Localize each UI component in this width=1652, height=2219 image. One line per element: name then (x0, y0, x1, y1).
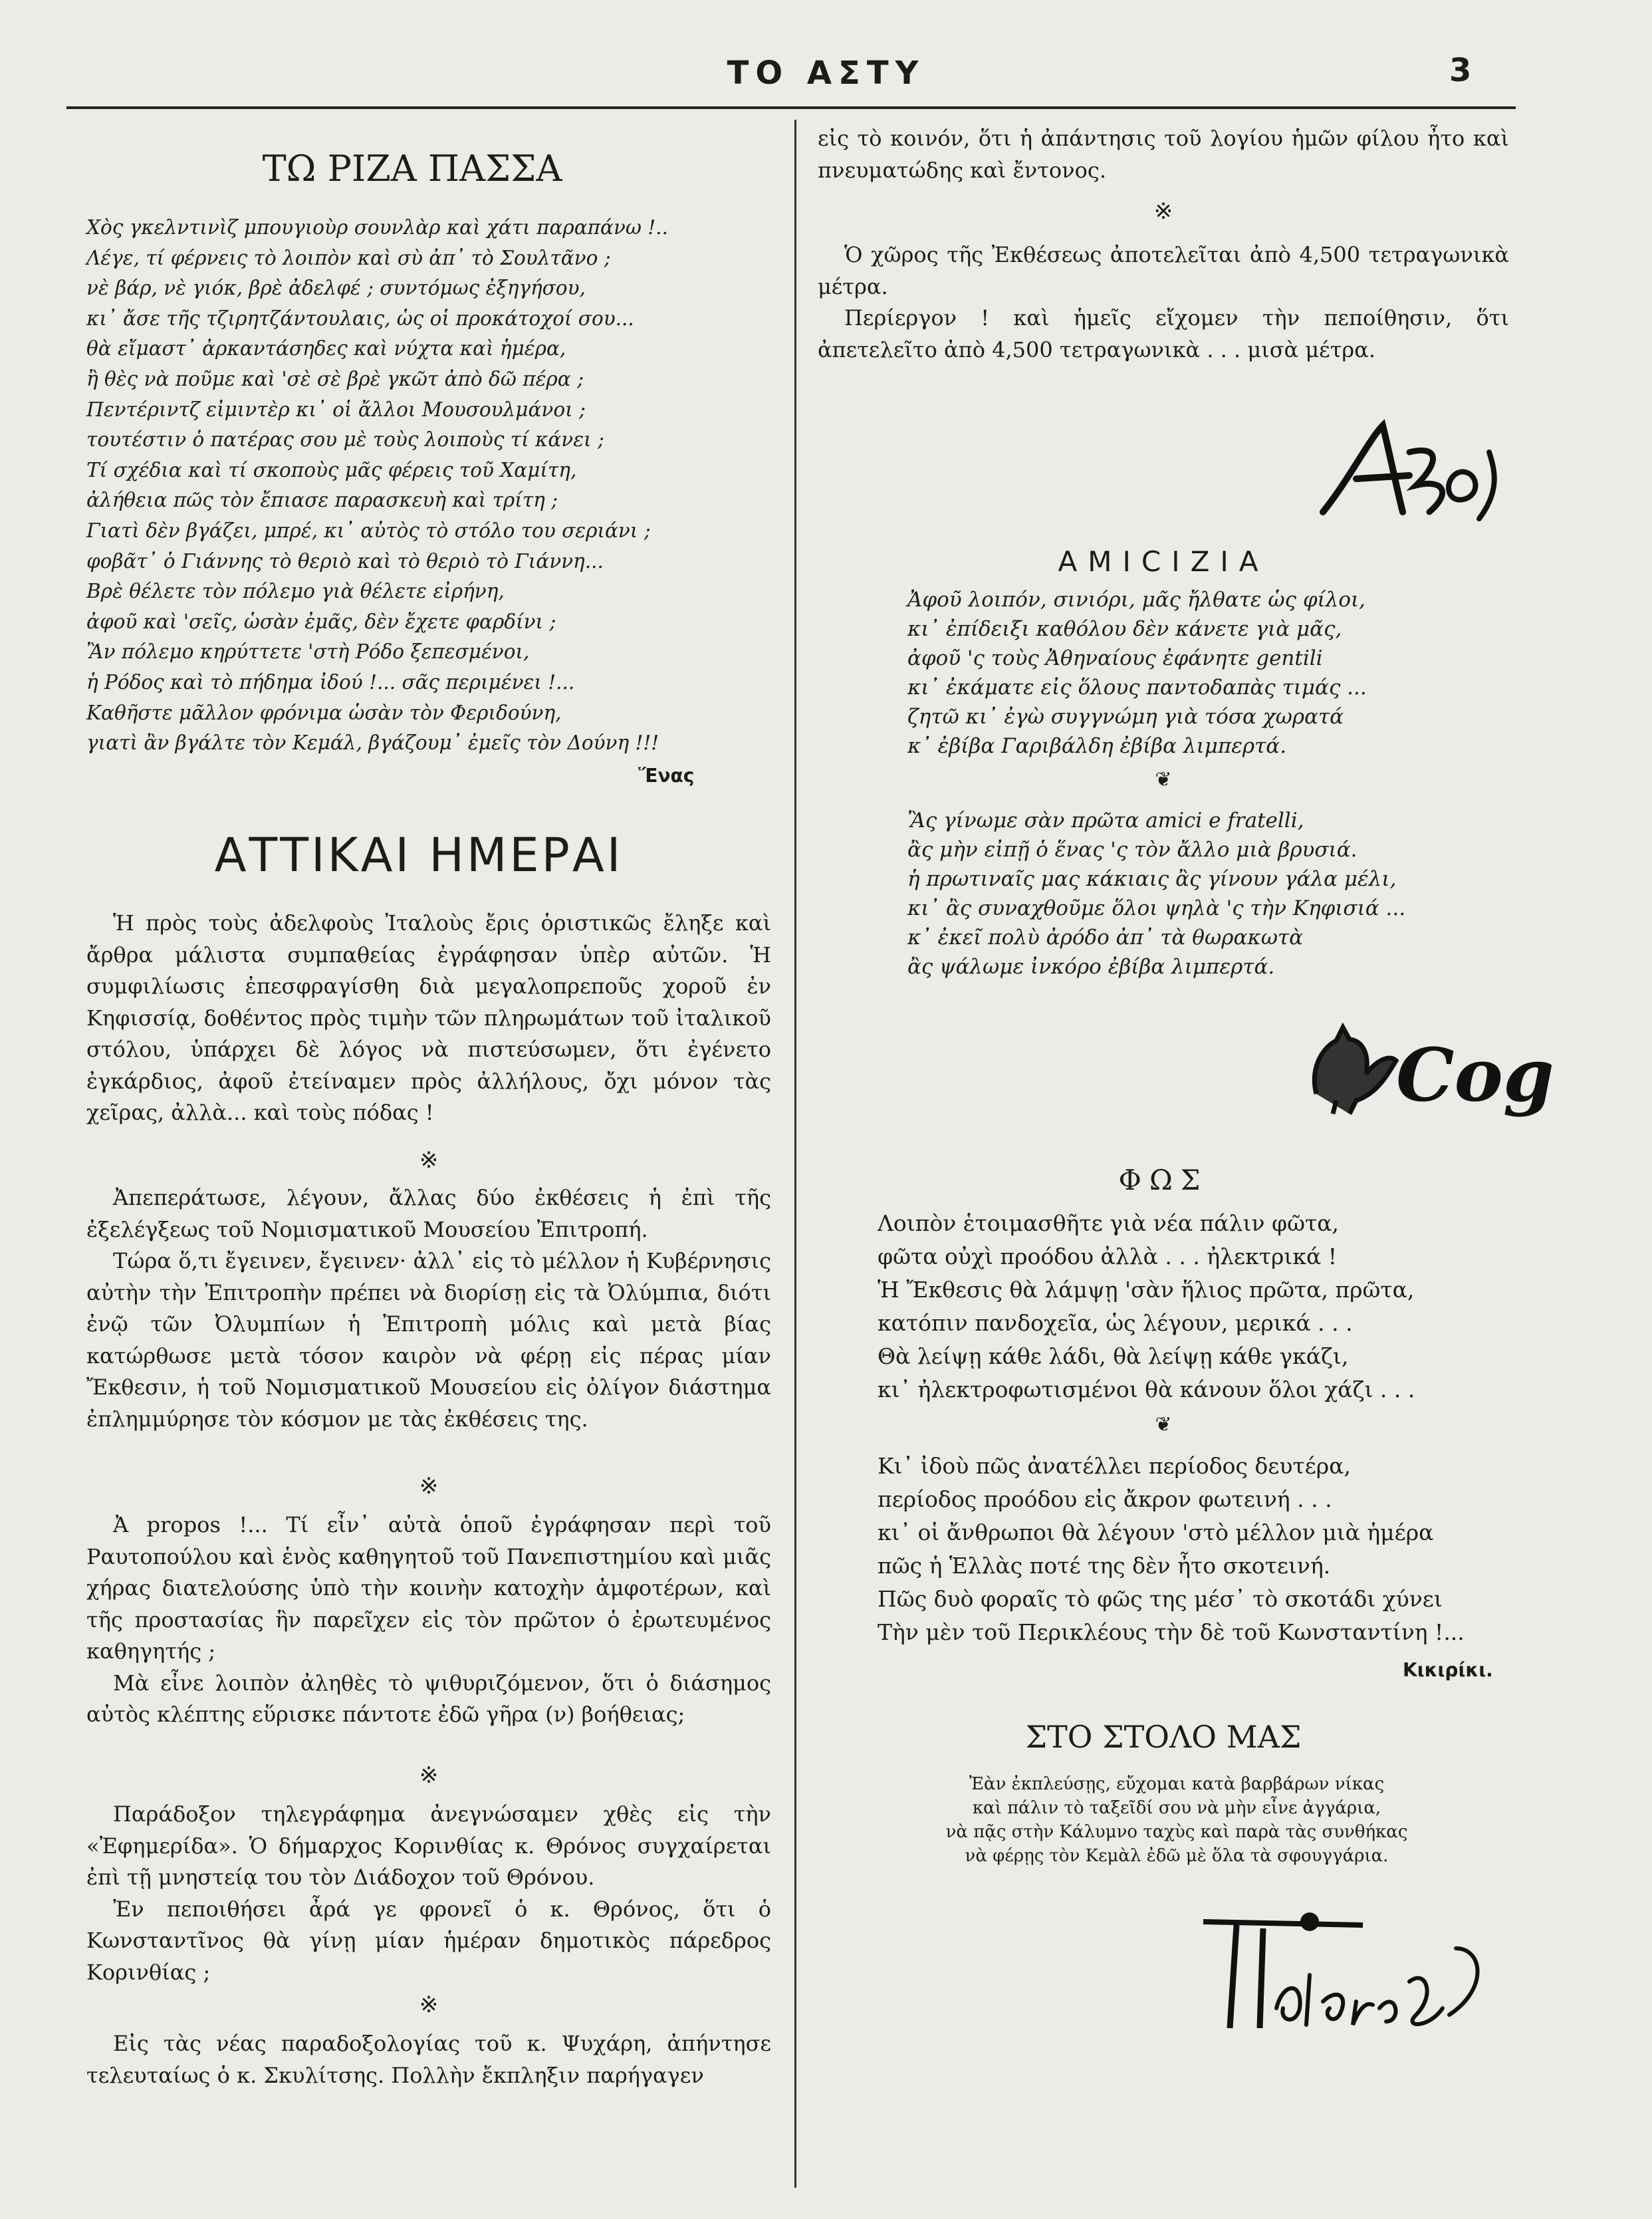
poem-line: Βρὲ θέλετε τὸν πόλεμο γιὰ θέλετε εἰρήνη, (86, 580, 505, 603)
poem-line: ἀφοῦ καὶ 'σεῖς, ὡσὰν ἐμᾶς, δὲν ἔχετε φαρδίνι ; (86, 610, 556, 633)
verse-line: κατόπιν πανδοχεῖα, ὡς λέγουν, μερικά . . . (878, 1310, 1353, 1336)
verse-line: Λοιπὸν ἑτοιμασθῆτε γιὰ νέα πάλιν φῶτα, (878, 1210, 1340, 1236)
verse-line: ἀφοῦ 'ς τοὺς Ἀθηναίους ἐφάνητε gentili (907, 646, 1323, 670)
paragraph: Τώρα ὅ,τι ἔγεινεν, ἔγεινεν· ἀλλ᾽ εἰς τὸ μέλλον ἡ Κυβέρνησις αὐτὴν τὴν Ἐπιτροπὴν πρέπει νὰ διορίσῃ εἰς τὰ Ὀλύμπια, διότι ἐνῷ τῶν Ὀλυμπίων ἡ Ἐπιτροπὴ μόλις καὶ μετὰ βίας κατώρθωσε μετὰ τόσον καιρὸν νὰ φέρῃ εἰς πέρας μίαν Ἔκθεσιν, ἡ τοῦ Νομισματικοῦ Μουσείου εἰς ὀλίγον διάστημα ἐπλημμύρησε τὸν κόσμον με τὰς ἐκθέσεις της. (86, 1248, 771, 1432)
fos-verse-2 (878, 1450, 1502, 1649)
paragraph: Ὁ χῶρος τῆς Ἐκθέσεως ἀποτελεῖται ἀπὸ 4,500 τετραγωνικὰ μέτρα. (818, 242, 1509, 299)
verse-line: Κι᾽ ἰδοὺ πῶς ἀνατέλλει περίοδος δευτέρα, (878, 1453, 1351, 1479)
verse-line: καὶ πάλιν τὸ ταξεῖδί σου νὰ μὴν εἶνε ἀγγάρια, (972, 1798, 1381, 1818)
paragraph: Ἡ πρὸς τοὺς ἀδελφοὺς Ἰταλοὺς ἔρις ὁριστικῶς ἔληξε καὶ ἄρθρα μάλιστα συμπαθείας ἐγράφησαν ὑπὲρ αὐτῶν. Ἡ συμφιλίωσις ἐπεσφραγίσθη διὰ μεγαλοπρεποῦς χοροῦ ἐν Κηφισσίᾳ, δοθέντος πρὸς τιμὴν τῶν πληρωμάτων τοῦ ἰταλικοῦ στόλου, ὑπάρχει δὲ λόγος νὰ πιστεύσωμεν, ὅτι ἐγένετο ἐγκάρδιος, ἀφοῦ ἐτείναμεν πρὸς ἀλλήλους, ὄχι μόνον τὰς χεῖρας, ἀλλὰ... καὶ τοὺς πόδας ! (86, 910, 771, 1125)
separator-star: ※ (419, 1473, 439, 1500)
verse-line: Ἀφοῦ λοιπόν, σινιόρι, μᾶς ἤλθατε ὡς φίλοι, (907, 588, 1366, 612)
page-number: 3 (1449, 52, 1472, 89)
paragraph: Ἀ propos !... Τί εἶν᾽ αὐτὰ ὁποῦ ἐγράφησαν περὶ τοῦ Ραυτοπούλου καὶ ἑνὸς καθηγητοῦ τοῦ Πανεπιστημίου καὶ μιᾶς χήρας διατελούσης ὑπὸ τὴν κοινὴν κατοχὴν ἀμφοτέρων, καὶ τῆς προστασίας ἣν παρεῖχεν εἰς τὸν πρῶτον ὁ ἐρωτευμένος καθηγητής ; (86, 1512, 771, 1664)
verse-line: ἡ πρωτιναῖς μας κάκιαις ἂς γίνουν γάλα μέλι, (907, 867, 1397, 891)
section-title-amicizia: AMICIZIA (1058, 545, 1269, 578)
verse-line: φῶτα οὐχὶ προόδου ἀλλὰ . . . ἠλεκτρικά ! (878, 1243, 1338, 1269)
verse-line: Ἡ Ἔκθεσις θὰ λάμψῃ 'σὰν ἥλιος πρῶτα, πρῶτα, (878, 1277, 1415, 1303)
paragraph: εἰς τὸ κοινόν, ὅτι ἡ ἀπάντησις τοῦ λογίου ἡμῶν φίλου ἦτο καὶ πνευματώδης καὶ ἔντονος. (818, 126, 1509, 183)
ornament-icon: ❦ (1155, 768, 1172, 791)
column-divider (794, 120, 796, 2188)
poem-line: τουτέστιν ὁ πατέρας σου μὲ τοὺς λοιποὺς τί κάνει ; (86, 428, 604, 452)
signature-pelargos (1197, 1908, 1502, 2041)
article-2 (86, 1182, 771, 1435)
verse-line: πῶς ἡ Ἑλλὰς ποτέ της δὲν ἦτο σκοτεινή. (878, 1553, 1331, 1579)
paragraph: Περίεργον ! καὶ ἡμεῖς εἴχομεν τὴν πεποίθησιν, ὅτι ἀπετελεῖτο ἀπὸ 4,500 τετραγωνικὰ . . . μισὰ μέτρα. (818, 305, 1509, 362)
poem-line: γιατὶ ἂν βγάλτε τὸν Κεμάλ, βγάζουμ᾽ ἐμεῖς τὸν Δούνη !!! (86, 731, 659, 755)
separator-star: ※ (1153, 198, 1173, 225)
poem-signature: Ἕνας (638, 765, 695, 787)
amicizia-verse-1 (907, 585, 1492, 761)
separator-star: ※ (419, 1762, 439, 1789)
poem-line: Γιατὶ δὲν βγάζει, μπρέ, κι᾽ αὐτὸς τὸ στόλο του σεριάνι ; (86, 519, 651, 542)
paragraph: Μὰ εἶνε λοιπὸν ἀληθὲς τὸ ψιθυριζόμενον, ὅτι ὁ διάσημος αὐτὸς κλέπτης εὕρισκε πάντοτε ἐδῶ γῆρα (ν) βοήθειας; (86, 1670, 771, 1727)
poem-line: Πεντέριντζ εἰμιντὲρ κι᾽ οἱ ἄλλοι Μουσουλμάνοι ; (86, 398, 586, 421)
poem-line: φοβᾶτ᾽ ὁ Γιάννης τὸ θεριὸ καὶ τὸ θεριὸ τὸ Γιάννη... (86, 549, 604, 573)
verse-line: νὰ φέρῃς τὸν Κεμὰλ ἐδῶ μὲ ὅλα τὰ σφουγγάρια. (965, 1846, 1389, 1866)
separator-star: ※ (419, 1147, 439, 1174)
article-ekthesis (818, 239, 1509, 366)
header-rule (66, 106, 1516, 109)
poem-line: νὲ βάρ, νὲ γιόκ, βρὲ ἀδελφέ ; συντόμως ἐξηγήσου, (86, 277, 586, 300)
verse-line: Τὴν μὲν τοῦ Περικλέους τὴν δὲ τοῦ Κωνσταντίνη !... (878, 1619, 1465, 1645)
fos-signature: Κικιρίκι. (1403, 1659, 1493, 1681)
signature-cog-text: Cog (1396, 1032, 1554, 1118)
poem-line: ἀλήθεια πῶς τὸν ἔπιασε παρασκευὴ καὶ τρίτη ; (86, 489, 558, 512)
paragraph: Εἰς τὰς νέας παραδοξολογίας τοῦ κ. Ψυχάρη, ἀπήντησε τελευταίως ὁ κ. Σκυλίτσης. Πολλὴν ἔκπληξιν παρήγαγεν (86, 2031, 771, 2088)
poem-body (86, 213, 778, 759)
verse-line: κι᾽ οἱ ἄνθρωποι θὰ λέγουν 'στὸ μέλλον μιὰ ἡμέρα (878, 1519, 1434, 1545)
verse-line: ἂς μὴν εἰπῇ ὁ ἕνας 'ς τὸν ἄλλο μιὰ βρυσιά. (907, 838, 1357, 862)
article-3 (86, 1509, 771, 1731)
poem-line: κι᾽ ἄσε τῆς τζιρητζάντουλαις, ὡς οἱ προκάτοχοί σου... (86, 307, 634, 330)
separator-star: ※ (419, 1992, 439, 2018)
verse-line: κι᾽ ἐκάματε εἰς ὅλους παντοδαπὰς τιμάς ... (907, 676, 1367, 700)
continued-text (818, 123, 1509, 186)
ornament-icon: ❦ (1155, 1413, 1172, 1436)
verse-line: κ᾽ ἐκεῖ πολὺ ἀρόδο ἀπ᾽ τὰ θωρακωτὰ (907, 926, 1304, 950)
poem-line: Ἂν πόλεμο κηρύττετε 'στὴ Ρόδο ξεπεσμένοι, (86, 640, 530, 664)
paragraph: Ἀπεπεράτωσε, λέγουν, ἄλλας δύο ἐκθέσεις ἡ ἐπὶ τῆς ἐξελέγξεως τοῦ Νομισματικοῦ Μουσείου Ἐπιτροπή. (86, 1185, 771, 1242)
paragraph: Ἐν πεποιθήσει ἆρά γε φρονεῖ ὁ κ. Θρόνος, ὅτι ὁ Κωνσταντῖνος θὰ γίνῃ μίαν ἡμέραν δημοτικὸς πάρεδρος Κορινθίας ; (86, 1896, 771, 1985)
verse-line: κι᾽ ἠλεκτροφωτισμένοι θὰ κάνουν ὅλοι χάζι . . . (878, 1376, 1415, 1402)
verse-line: νὰ πᾷς στὴν Κάλυμνο ταχὺς καὶ παρὰ τὰς συνθήκας (945, 1822, 1408, 1842)
newspaper-title: ΤΟ ΑΣΤΥ (727, 55, 925, 92)
verse-line: κι᾽ ἂς συναχθοῦμε ὅλοι ψηλὰ 'ς τὴν Κηφισιά ... (907, 896, 1406, 920)
article-5 (86, 2028, 771, 2091)
article-4 (86, 1799, 771, 1988)
section-title-stolo: ΣΤΟ ΣΤΟΛΟ ΜΑΣ (1025, 1719, 1302, 1755)
amicizia-verse-2 (907, 806, 1492, 981)
rooster-icon (1296, 1014, 1554, 1120)
section-title-attikai-imerai: ΑΤΤΙΚΑΙ ΗΜΕΡΑΙ (214, 828, 624, 882)
poem-title: ΤΩ ΡΙΖΑ ΠΑΣΣΑ (262, 148, 562, 190)
poem-line: Τί σχέδια καὶ τί σκοποὺς μᾶς φέρεις τοῦ Χαμίτη, (86, 458, 577, 481)
section-title-fos: ΦΩΣ (1118, 1164, 1209, 1196)
verse-line: ζητῶ κι᾽ ἐγὼ συγγνώμη γιὰ τόσα χωρατά (907, 705, 1344, 729)
verse-line: Ἐὰν ἐκπλεύσῃς, εὔχομαι κατὰ βαρβάρων νίκας (969, 1774, 1385, 1794)
paragraph: Παράδοξον τηλεγράφημα ἀνεγνώσαμεν χθὲς εἰς τὴν «Ἐφημερίδα». Ὁ δήμαρχος Κορινθίας κ. Θρόνος συγχαίρεται ἐπὶ τῇ μνηστείᾳ του τὸν Διάδοχον τοῦ Θρόνου. (86, 1801, 771, 1890)
signature-azos (1310, 412, 1509, 525)
verse-line: Ἂς γίνωμε σὰν πρῶτα amici e fratelli, (907, 809, 1304, 833)
poem-line: θὰ εἴμαστ᾽ ἀρκαντάσηδες καὶ νύχτα καὶ ἡμέρα, (86, 337, 566, 360)
verse-line: Θὰ λείψῃ κάθε λάδι, θὰ λείψῃ κάθε γκάζι, (878, 1343, 1349, 1369)
article-1 (86, 908, 771, 1129)
verse-line: κι᾽ ἐπίδειξι καθόλου δὲν κάνετε γιὰ μᾶς, (907, 617, 1342, 641)
stolo-verse (851, 1772, 1502, 1868)
verse-line: περίοδος προόδου εἰς ἄκρον φωτεινή . . . (878, 1486, 1332, 1512)
poem-line: ἡ Ρόδος καὶ τὸ πήδημα ἰδού !... σᾶς περιμένει !... (86, 670, 575, 694)
poem-line: Καθῆστε μᾶλλον φρόνιμα ὡσὰν τὸν Φεριδούνη, (86, 701, 562, 724)
poem-line: ἢ θὲς νὰ ποῦμε καὶ 'σὲ σὲ βρὲ γκῶτ ἀπὸ δῶ πέρα ; (86, 367, 584, 390)
verse-line: ἂς ψάλωμε ἰνκόρο ἐβίβα λιμπερτά. (907, 955, 1275, 979)
verse-line: Πῶς δυὸ φοραῖς τὸ φῶς της μέσ᾽ τὸ σκοτάδι χύνει (878, 1586, 1443, 1612)
poem-line: Χὸς γκελντινὶζ μπουγιοὺρ σουνλὰρ καὶ χάτι παραπάνω !.. (86, 216, 668, 239)
verse-line: κ᾽ ἐβίβα Γαριβάλδη ἐβίβα λιμπερτά. (907, 734, 1287, 758)
poem-line: Λέγε, τί φέρνεις τὸ λοιπὸν καὶ σὺ ἀπ᾽ τὸ Σουλτᾶνο ; (86, 246, 611, 269)
fos-verse-1 (878, 1207, 1502, 1406)
